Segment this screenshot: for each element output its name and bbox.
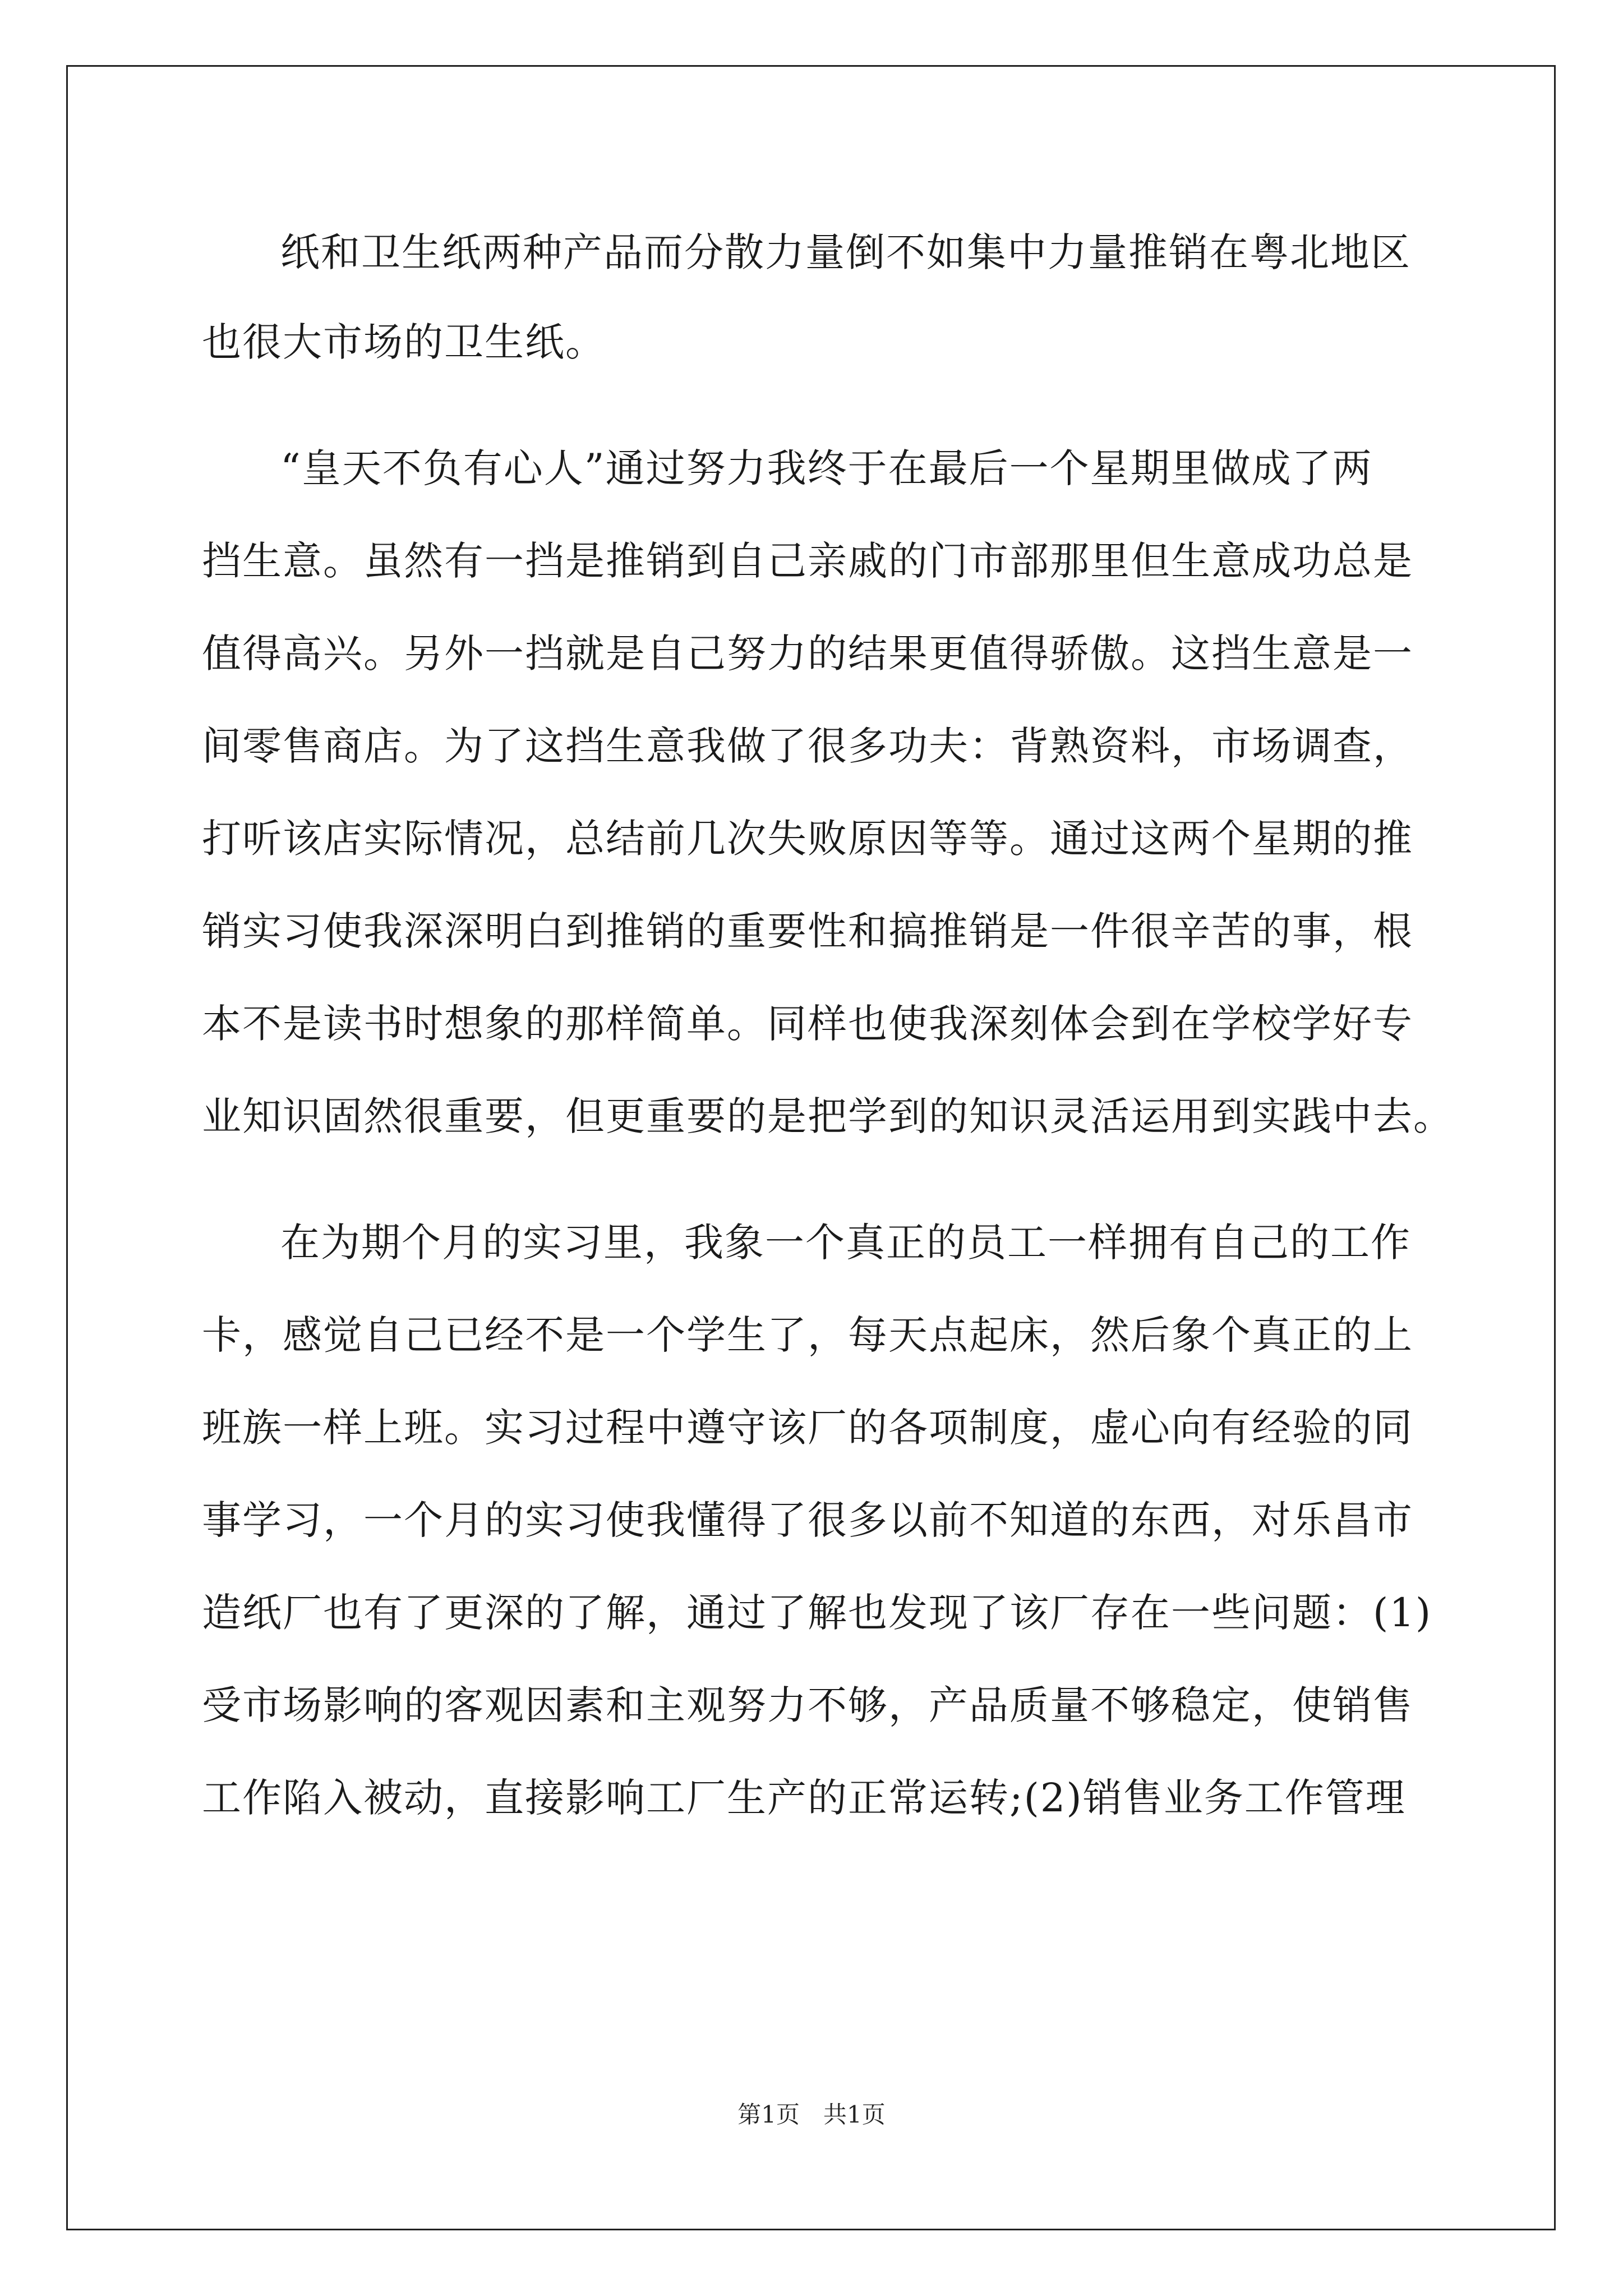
paragraph-line: 班族一样上班。实习过程中遵守该厂的各项制度，虚心向有经验的同 [202, 1405, 1413, 1451]
paragraph-line: 销实习使我深深明白到推销的重要性和搞推销是一件很辛苦的事，根 [202, 908, 1413, 954]
paragraph-line: “皇天不负有心人”通过努力我终于在最后一个星期里做成了两 [280, 445, 1373, 491]
paragraph-line: 值得高兴。另外一挡就是自己努力的结果更值得骄傲。这挡生意是一 [202, 631, 1413, 677]
paragraph-line: 本不是读书时想象的那样简单。同样也使我深刻体会到在学校学好专 [202, 1001, 1413, 1047]
paragraph-line: 事学习，一个月的实习使我懂得了很多以前不知道的东西，对乐昌市 [202, 1497, 1413, 1543]
page-number-footer: 第1页 共1页 [737, 2101, 886, 2128]
paragraph-line: 工作陷入被动，直接影响工厂生产的正常运转;(2)销售业务工作管理 [202, 1775, 1406, 1821]
paragraph-line: 打听该店实际情况，总结前几次失败原因等等。通过这两个星期的推 [202, 816, 1413, 862]
paragraph-line: 受市场影响的客观因素和主观努力不够，产品质量不够稳定，使销售 [202, 1682, 1413, 1728]
paragraph-line: 业知识固然很重要，但更重要的是把学到的知识灵活运用到实践中去。 [202, 1093, 1454, 1139]
paragraph-line: 卡，感觉自己已经不是一个学生了，每天点起床，然后象个真正的上 [202, 1312, 1413, 1358]
paragraph-line: 在为期个月的实习里，我象一个真正的员工一样拥有自己的工作 [280, 1220, 1411, 1266]
paragraph-line: 挡生意。虽然有一挡是推销到自己亲戚的门市部那里但生意成功总是 [202, 538, 1413, 584]
page-border [66, 65, 1556, 2230]
paragraph-line: 也很大市场的卫生纸。 [202, 319, 606, 365]
paragraph-line: 间零售商店。为了这挡生意我做了很多功夫：背熟资料，市场调查， [202, 723, 1413, 769]
paragraph-line: 造纸厂也有了更深的了解，通过了解也发现了该厂存在一些问题：(1) [202, 1590, 1432, 1636]
paragraph-line: 纸和卫生纸两种产品而分散力量倒不如集中力量推销在粤北地区 [280, 229, 1411, 275]
